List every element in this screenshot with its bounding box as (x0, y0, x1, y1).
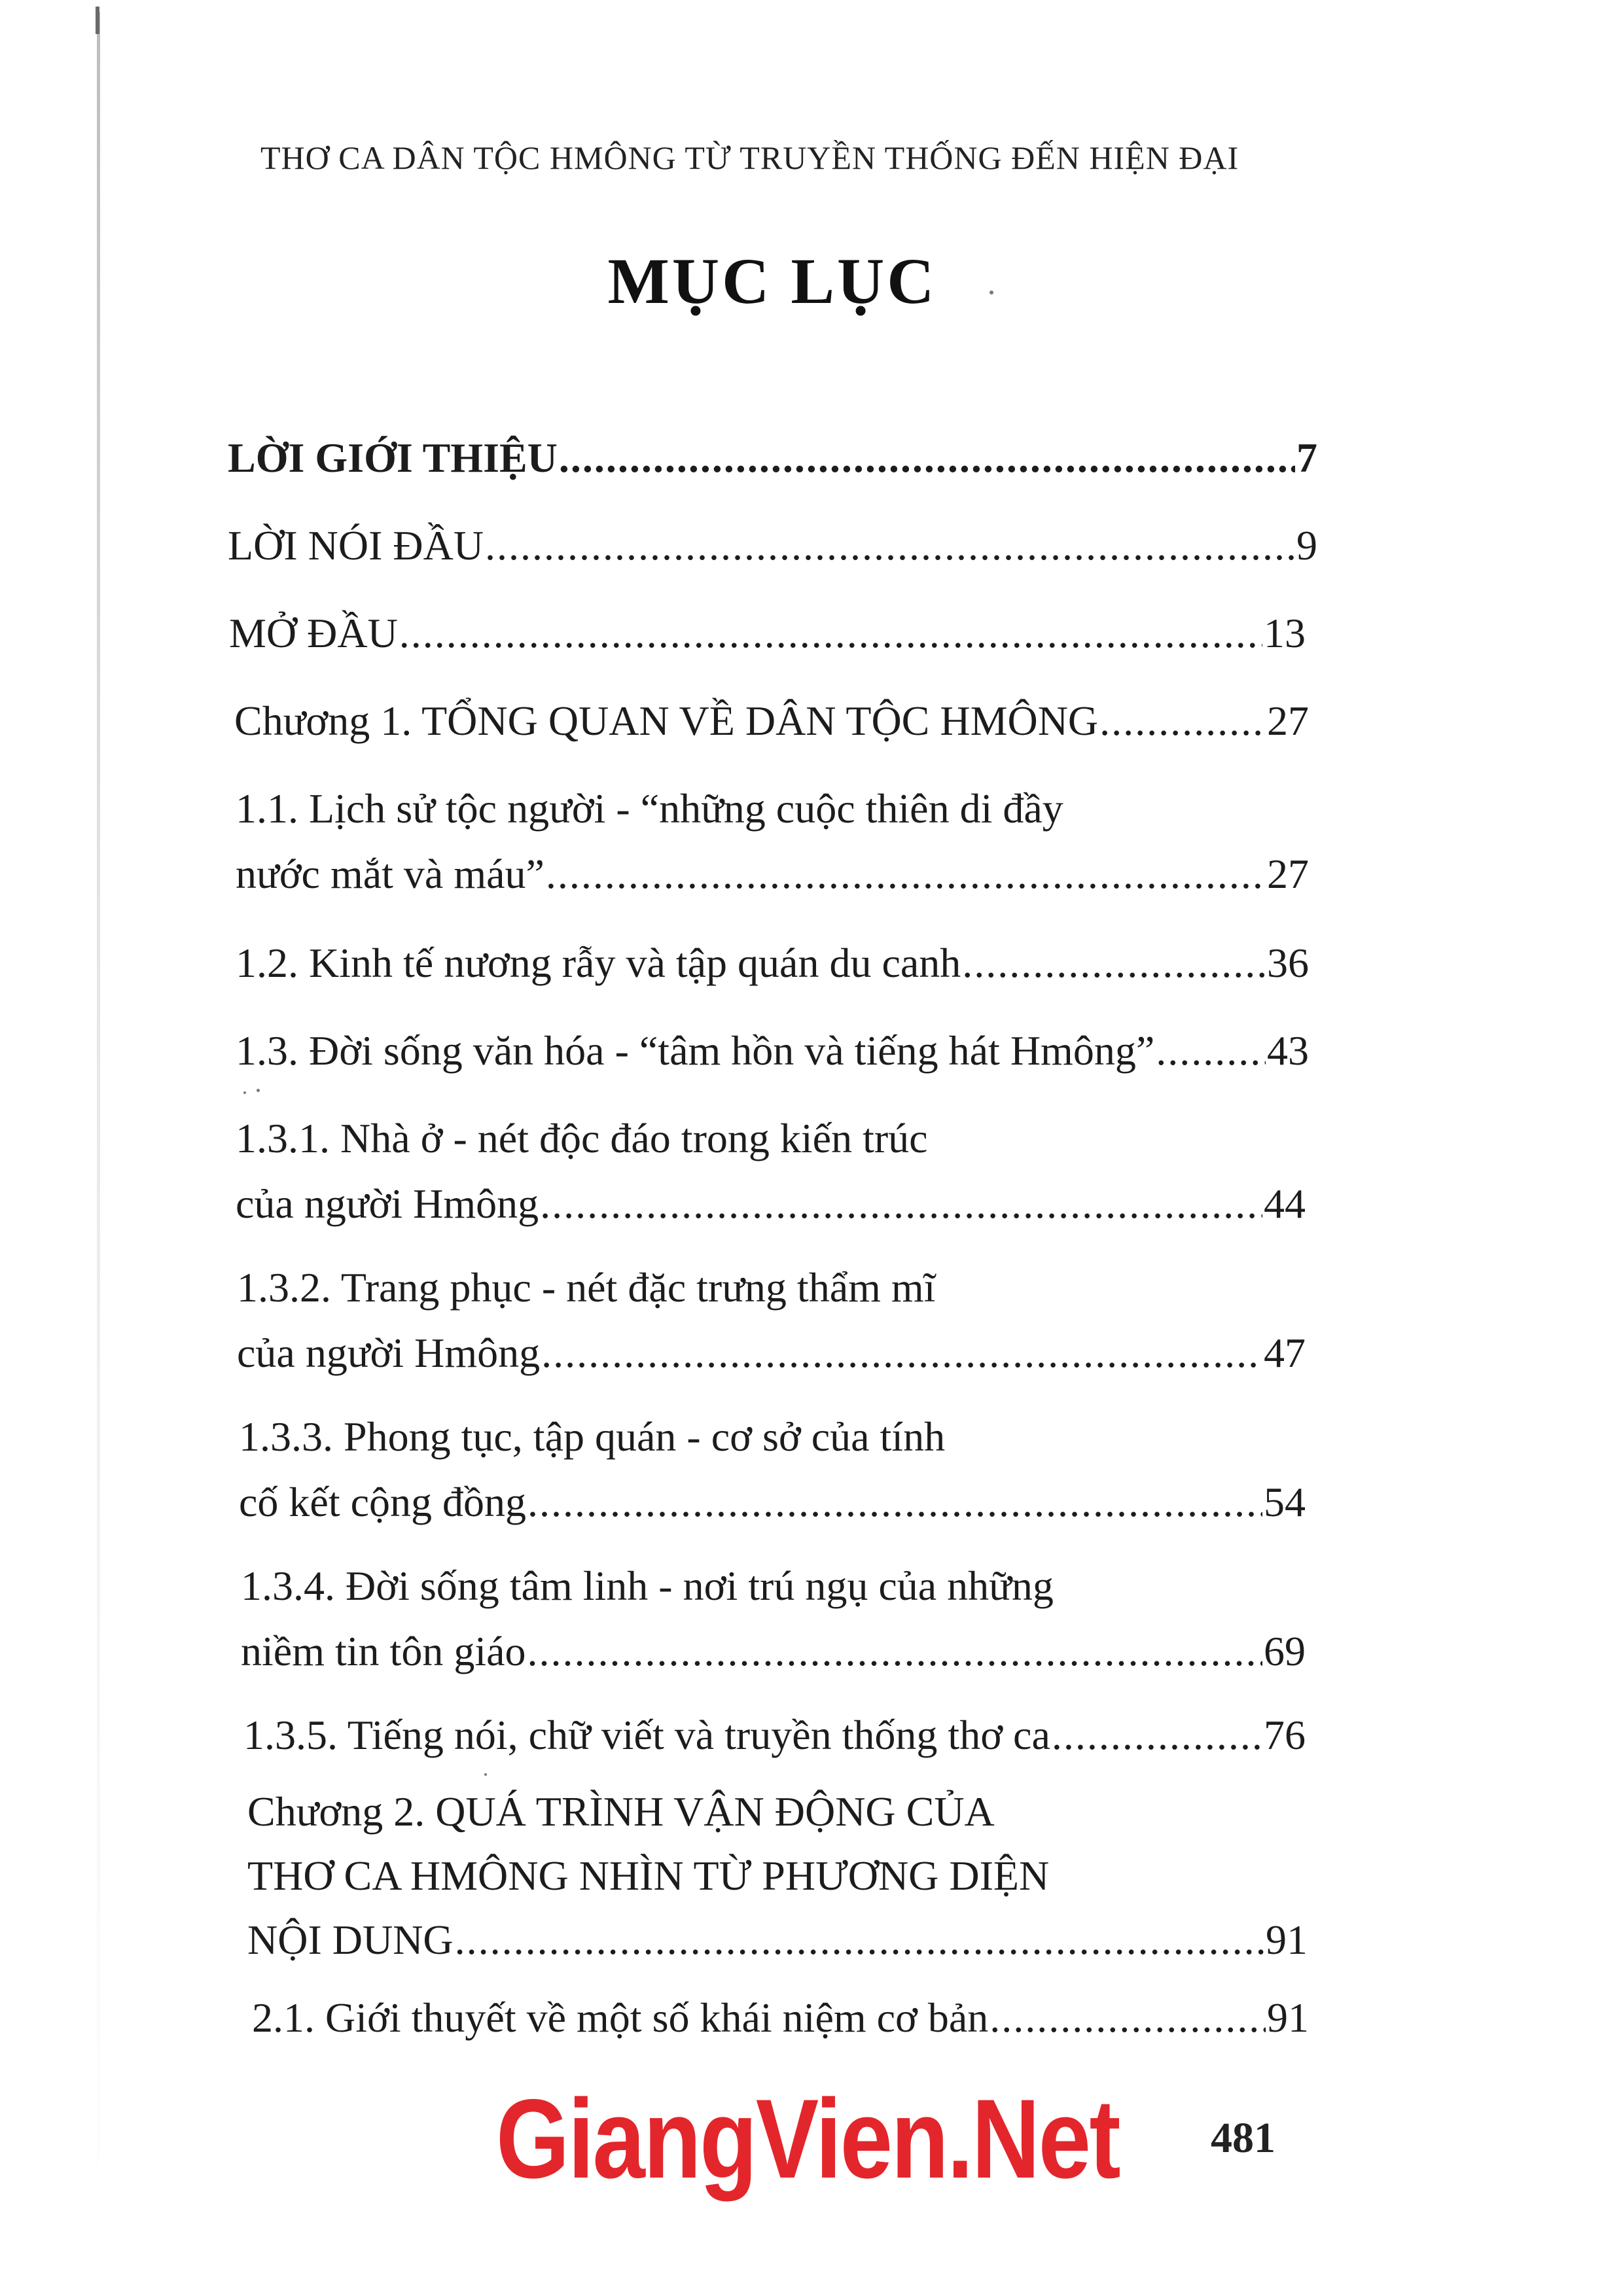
toc-entry-title-continued: NỘI DUNG (247, 1916, 454, 1963)
dot-leader (1052, 1703, 1262, 1768)
toc-line (229, 601, 1306, 666)
dot-leader (399, 601, 1262, 666)
toc-line (234, 688, 1309, 754)
toc-entry (228, 513, 1317, 578)
toc-entry-title-continued: nước mắt và máu” (236, 851, 544, 897)
toc-entry (236, 1106, 1306, 1237)
toc-entry (236, 930, 1309, 996)
toc-entry-title: LỜI GIỚI THIỆU (228, 434, 558, 481)
toc-line (241, 1553, 1306, 1619)
toc-line (237, 1320, 1306, 1386)
toc-entry-title: LỜI NÓI ĐẦU (228, 522, 484, 569)
toc-page-number: 91 (1267, 1994, 1309, 2041)
toc-line (243, 1703, 1306, 1768)
toc-line (241, 1619, 1306, 1684)
toc-line (236, 841, 1309, 907)
dot-leader (546, 841, 1266, 907)
toc-line (228, 513, 1317, 578)
toc-page-number: 13 (1264, 610, 1306, 656)
toc-entry-title: 1.1. Lịch sử tộc người - “những cuộc thiên di đầy (236, 785, 1063, 832)
toc-entry (228, 425, 1317, 491)
running-head: THƠ CA DÂN TỘC HMÔNG TỪ TRUYỀN THỐNG ĐẾN HIỆN ĐẠI (260, 139, 1240, 176)
toc-page-number: 43 (1267, 1027, 1309, 1074)
toc-entry-title: 1.3.5. Tiếng nói, chữ viết và truyền thống thơ ca (243, 1712, 1050, 1758)
page-number: 481 (1211, 2114, 1275, 2162)
toc-entry-title: 2.1. Giới thuyết về một số khái niệm cơ bản (252, 1994, 989, 2041)
toc-entry (247, 1780, 1308, 1972)
toc-entry (229, 601, 1306, 666)
toc-entry-title: Chương 2. QUÁ TRÌNH VẬN ĐỘNG CỦA (247, 1788, 995, 1835)
toc-entry-title: Chương 1. TỔNG QUAN VỀ DÂN TỘC HMÔNG (234, 698, 1099, 744)
toc-page-number: 69 (1264, 1628, 1306, 1674)
toc-entry-title-continued: của người Hmông (237, 1330, 541, 1376)
dot-leader (540, 1171, 1262, 1237)
toc-entry (234, 688, 1309, 754)
toc-entry (252, 1985, 1309, 2051)
dot-leader (527, 1470, 1262, 1535)
dot-leader (1099, 688, 1266, 754)
toc-entry-title-continued: của người Hmông (236, 1180, 539, 1227)
dot-leader (455, 1908, 1264, 1972)
toc-entry-title: 1.3.3. Phong tục, tập quán - cơ sở của tính (239, 1413, 946, 1460)
toc-line (228, 425, 1317, 491)
toc-page-number: 7 (1296, 434, 1317, 481)
scan-speck (484, 1773, 487, 1776)
page-edge-mark (96, 7, 99, 34)
toc-entry (241, 1553, 1306, 1684)
toc-line (247, 1780, 1308, 1844)
dot-leader (559, 425, 1295, 491)
toc-entry-title: 1.3. Đời sống văn hóa - “tâm hồn và tiếng hát Hmông” (236, 1027, 1155, 1074)
dot-leader (1156, 1018, 1266, 1084)
toc-entry (239, 1404, 1306, 1535)
toc-line (236, 930, 1309, 996)
toc-page-number: 76 (1264, 1712, 1306, 1758)
toc-entry-title-continued: cố kết cộng đồng (239, 1479, 526, 1525)
scan-speck (990, 291, 993, 294)
toc-page-number: 54 (1264, 1479, 1306, 1525)
toc-page-number: 36 (1267, 940, 1309, 986)
toc-page-number: 44 (1264, 1180, 1306, 1227)
toc-page-number: 27 (1267, 851, 1309, 897)
page-edge (97, 12, 100, 2263)
toc-page-number: 9 (1296, 522, 1317, 569)
toc-entry-title: 1.3.1. Nhà ở - nét độc đáo trong kiến trúc (236, 1115, 928, 1161)
toc-line (252, 1985, 1309, 2051)
toc-line (236, 1171, 1306, 1237)
dot-leader (485, 513, 1295, 578)
toc-line (236, 1018, 1309, 1084)
dot-leader (962, 930, 1266, 996)
scan-speck (257, 1089, 260, 1092)
toc-page-number: 47 (1264, 1330, 1306, 1376)
page-title: MỤC LỤC (607, 245, 937, 317)
toc-line (247, 1844, 1308, 1908)
toc-entry-title-continued: THƠ CA HMÔNG NHÌN TỪ PHƯƠNG DIỆN (247, 1852, 1050, 1899)
toc-line (236, 1106, 1306, 1171)
scan-speck (243, 1091, 246, 1094)
dot-leader (541, 1320, 1262, 1386)
toc-page-number: 91 (1266, 1916, 1308, 1963)
toc-line (236, 776, 1309, 841)
dot-leader (527, 1619, 1263, 1684)
toc-entry-title-continued: niềm tin tôn giáo (241, 1628, 526, 1674)
toc-entry (236, 776, 1309, 907)
toc-entry-title: 1.2. Kinh tế nương rẫy và tập quán du canh (236, 940, 961, 986)
toc-line (237, 1255, 1306, 1320)
toc-entry (243, 1703, 1306, 1768)
toc-entry (237, 1255, 1306, 1386)
toc-line (247, 1908, 1308, 1972)
toc-entry-title: MỞ ĐẦU (229, 610, 398, 656)
watermark: GiangVien.Net (496, 2076, 1120, 2202)
toc-page-number: 27 (1267, 698, 1309, 744)
toc-line (239, 1470, 1306, 1535)
toc-entry (236, 1018, 1309, 1084)
toc-entry-title: 1.3.2. Trang phục - nét đặc trưng thẩm mĩ (237, 1264, 936, 1311)
dot-leader (990, 1985, 1266, 2051)
toc-entry-title: 1.3.4. Đời sống tâm linh - nơi trú ngụ của những (241, 1563, 1054, 1609)
toc-line (239, 1404, 1306, 1470)
